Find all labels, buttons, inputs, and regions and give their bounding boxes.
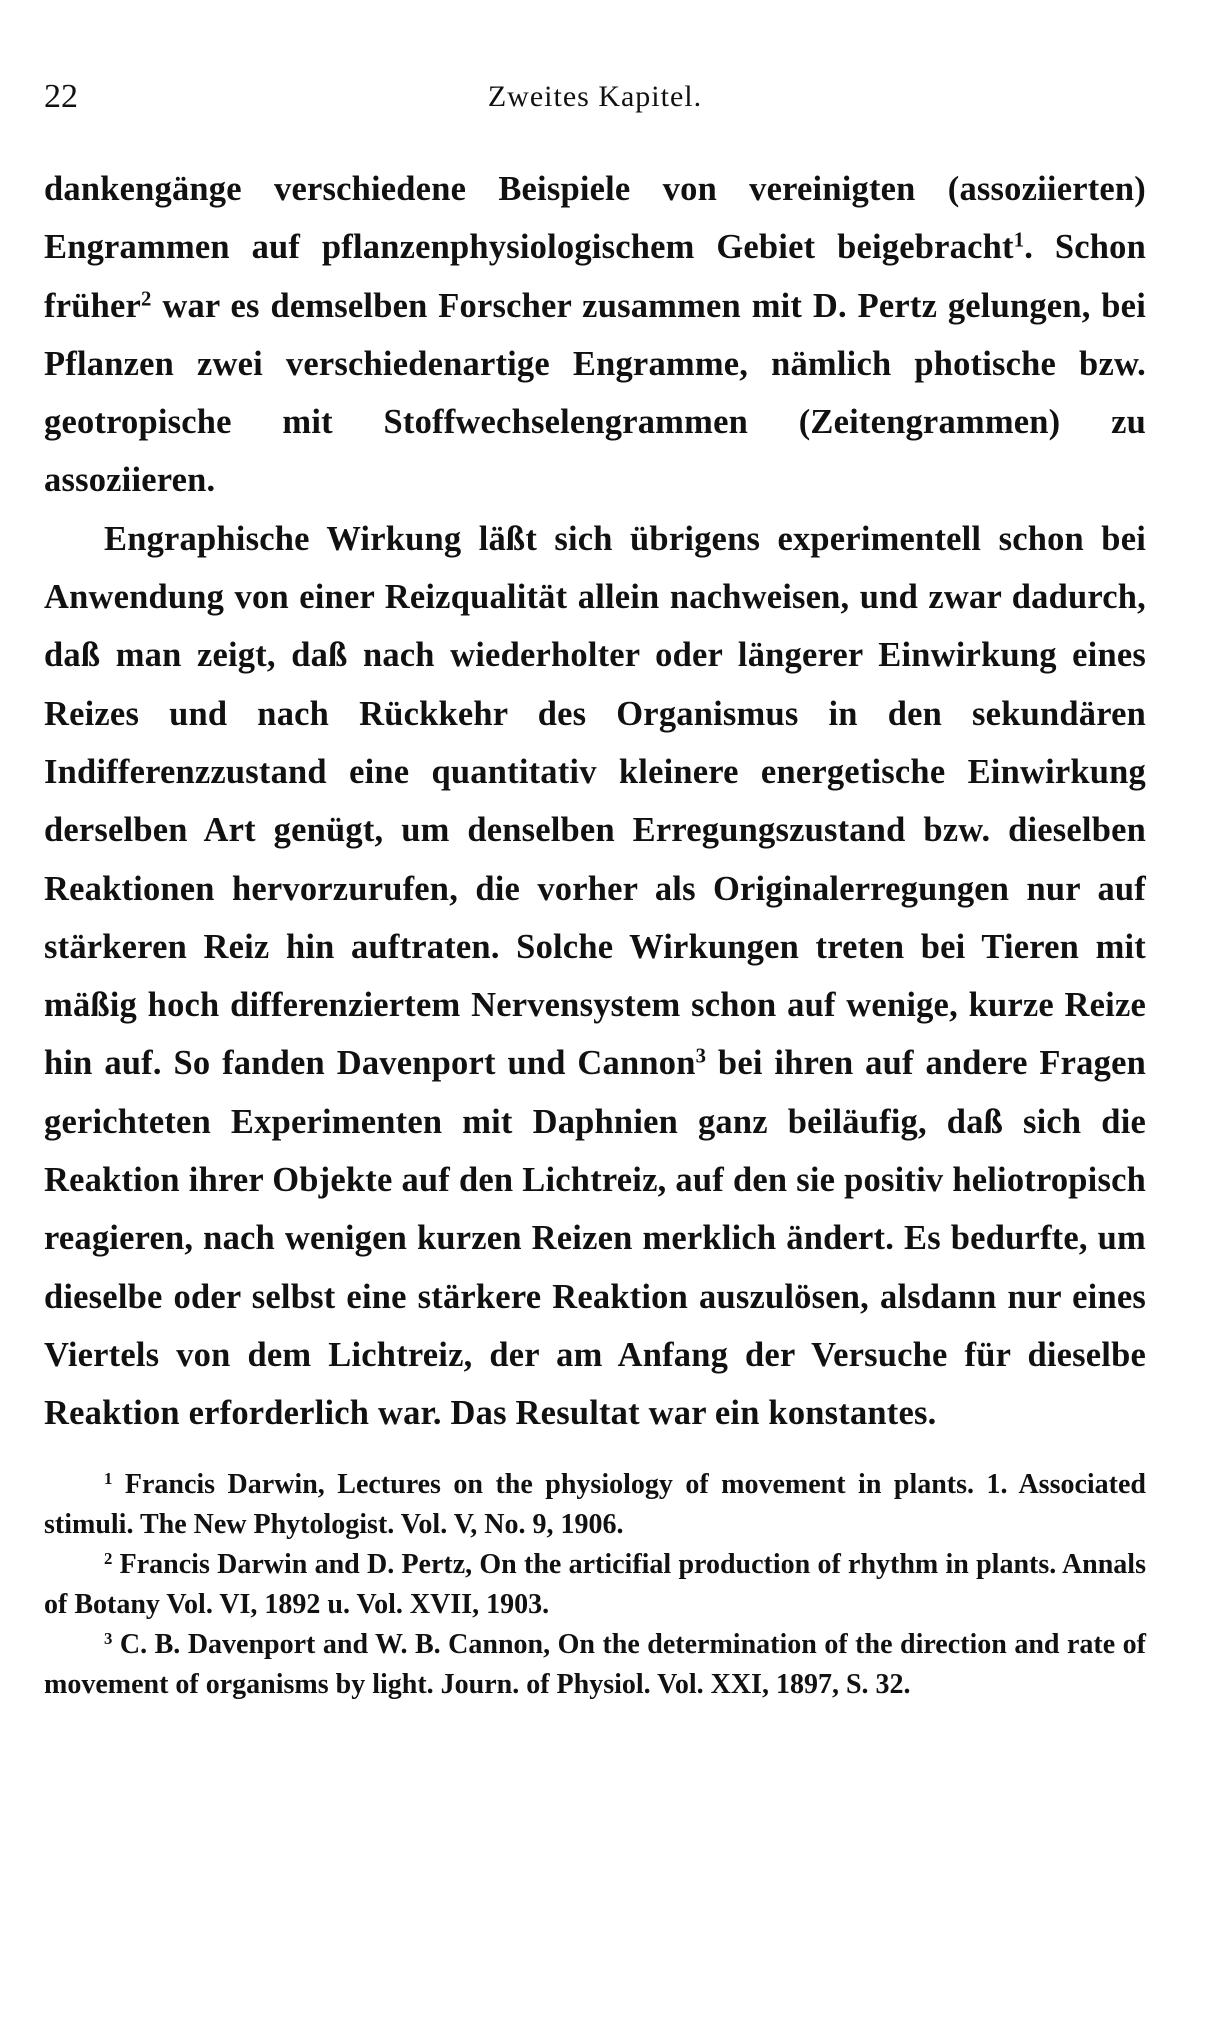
footnote-2-text: Francis Darwin and D. Pertz, On the articifial production of rhythm in plants. Annals of Botany Vol. VI, 1892 u. Vol. XVII, 1903. bbox=[44, 1548, 1146, 1620]
footnote-marker-1: 1 bbox=[104, 1468, 113, 1488]
paragraph-1-text-b: . Schon früher bbox=[44, 228, 1146, 325]
paragraph-2-text-b: bei ihren auf andere Fragen gerichteten Experimenten mit Daphnien ganz beiläufig, daß sich die Reaktion ihrer Objekte auf den Lichtreiz, auf den sie positiv heliotropisch reagieren, nach wenigen kurzen Reizen merklich ändert. Es bedurfte, um dieselbe oder selbst eine stärkere Reaktion auszulösen, alsdann nur eines Viertels von dem Lichtreiz, der am Anfang der Versuche für dieselbe Reaktion erforderlich war. Das Resultat war ein konstantes. bbox=[44, 1044, 1146, 1433]
footnote-1-text: Francis Darwin, Lectures on the physiology of movement in plants. 1. Associated stimuli. The New Phytologist. Vol. V, No. 9, 1906. bbox=[44, 1468, 1146, 1540]
paragraph-2 bbox=[44, 510, 1146, 1443]
main-text bbox=[44, 160, 1146, 1443]
footnote-marker-3: 3 bbox=[104, 1628, 113, 1648]
page-number: 22 bbox=[44, 78, 78, 115]
footnote-3 bbox=[44, 1625, 1146, 1705]
page-header bbox=[44, 60, 1146, 120]
paragraph-1-text-a: dankengänge verschiedene Beispiele von vereinigten (assoziierten) Engrammen auf pflanzenphysiologischem Gebiet beigebracht bbox=[44, 170, 1146, 267]
paragraph-1-text-c: war es demselben Forscher zusammen mit D. Pertz gelungen, bei Pflanzen zwei verschiedenartige Engramme, nämlich photische bzw. geotropische mit Stoffwechselengrammen (Zeitengrammen) zu assoziieren. bbox=[44, 286, 1146, 500]
footnotes bbox=[44, 1465, 1146, 1705]
footnote-2 bbox=[44, 1545, 1146, 1625]
footnote-ref-1: 1 bbox=[1013, 229, 1025, 252]
footnote-marker-2: 2 bbox=[104, 1548, 113, 1568]
paragraph-1 bbox=[44, 160, 1146, 510]
paragraph-2-text-a: Engraphische Wirkung läßt sich übrigens experimentell schon bei Anwendung von einer Reizqualität allein nachweisen, und zwar dadurch, daß man zeigt, daß nach wiederholter oder längerer Einwirkung eines Reizes und nach Rückkehr des Organismus in den sekundären Indifferenzzustand eine quantitativ kleinere energetische Einwirkung derselben Art genügt, um denselben Erregungszustand bzw. dieselben Reaktionen hervorzurufen, die vorher als Originalerregungen nur auf stärkeren Reiz hin auftraten. Solche Wirkungen treten bei Tieren mit mäßig hoch differenziertem Nervensystem schon auf wenige, kurze Reize hin auf. So fanden Davenport und Cannon bbox=[44, 519, 1146, 1083]
book-page bbox=[44, 60, 1146, 1705]
footnote-ref-3: 3 bbox=[695, 1046, 707, 1069]
footnote-ref-2: 2 bbox=[141, 288, 152, 311]
footnote-1 bbox=[44, 1465, 1146, 1545]
footnote-3-text: C. B. Davenport and W. B. Cannon, On the determination of the direction and rate of movement of organisms by light. Journ. of Physiol. Vol. XXI, 1897, S. 32. bbox=[44, 1628, 1146, 1700]
running-head: Zweites Kapitel. bbox=[487, 80, 703, 113]
